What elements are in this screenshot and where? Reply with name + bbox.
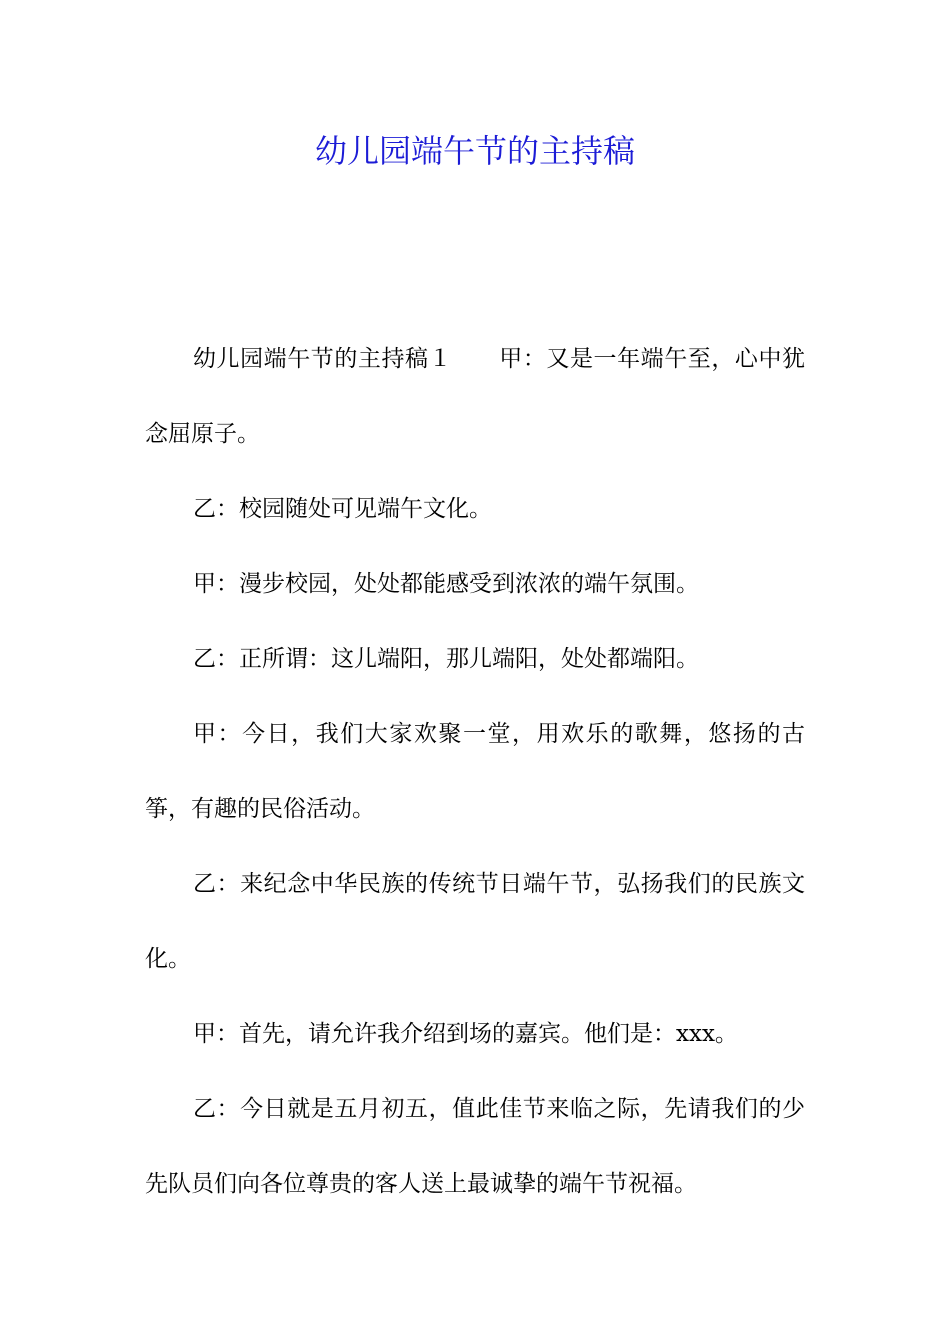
paragraph-8: 乙：今日就是五月初五，值此佳节来临之际，先请我们的少先队员们向各位尊贵的客人送上最诚挚的端午节祝福。 — [145, 1096, 805, 1197]
paragraph-2: 乙：校园随处可见端午文化。 — [193, 496, 492, 522]
paragraph-1: 幼儿园端午节的主持稿１ 甲：又是一年端午至，心中犹念屈原子。 — [145, 346, 805, 447]
document-title: 幼儿园端午节的主持稿 — [314, 132, 635, 170]
paragraph-5: 甲：今日，我们大家欢聚一堂，用欢乐的歌舞，悠扬的古筝，有趣的民俗活动。 — [145, 721, 805, 822]
paragraph-4: 乙：正所谓：这儿端阳，那儿端阳，处处都端阳。 — [193, 646, 699, 672]
paragraph-3: 甲：漫步校园，处处都能感受到浓浓的端午氛围。 — [193, 571, 699, 597]
paragraph-7: 甲：首先，请允许我介绍到场的嘉宾。他们是：xxx。 — [193, 1021, 738, 1047]
document-body — [145, 322, 805, 1222]
paragraph-6: 乙：来纪念中华民族的传统节日端午节，弘扬我们的民族文化。 — [145, 871, 805, 972]
